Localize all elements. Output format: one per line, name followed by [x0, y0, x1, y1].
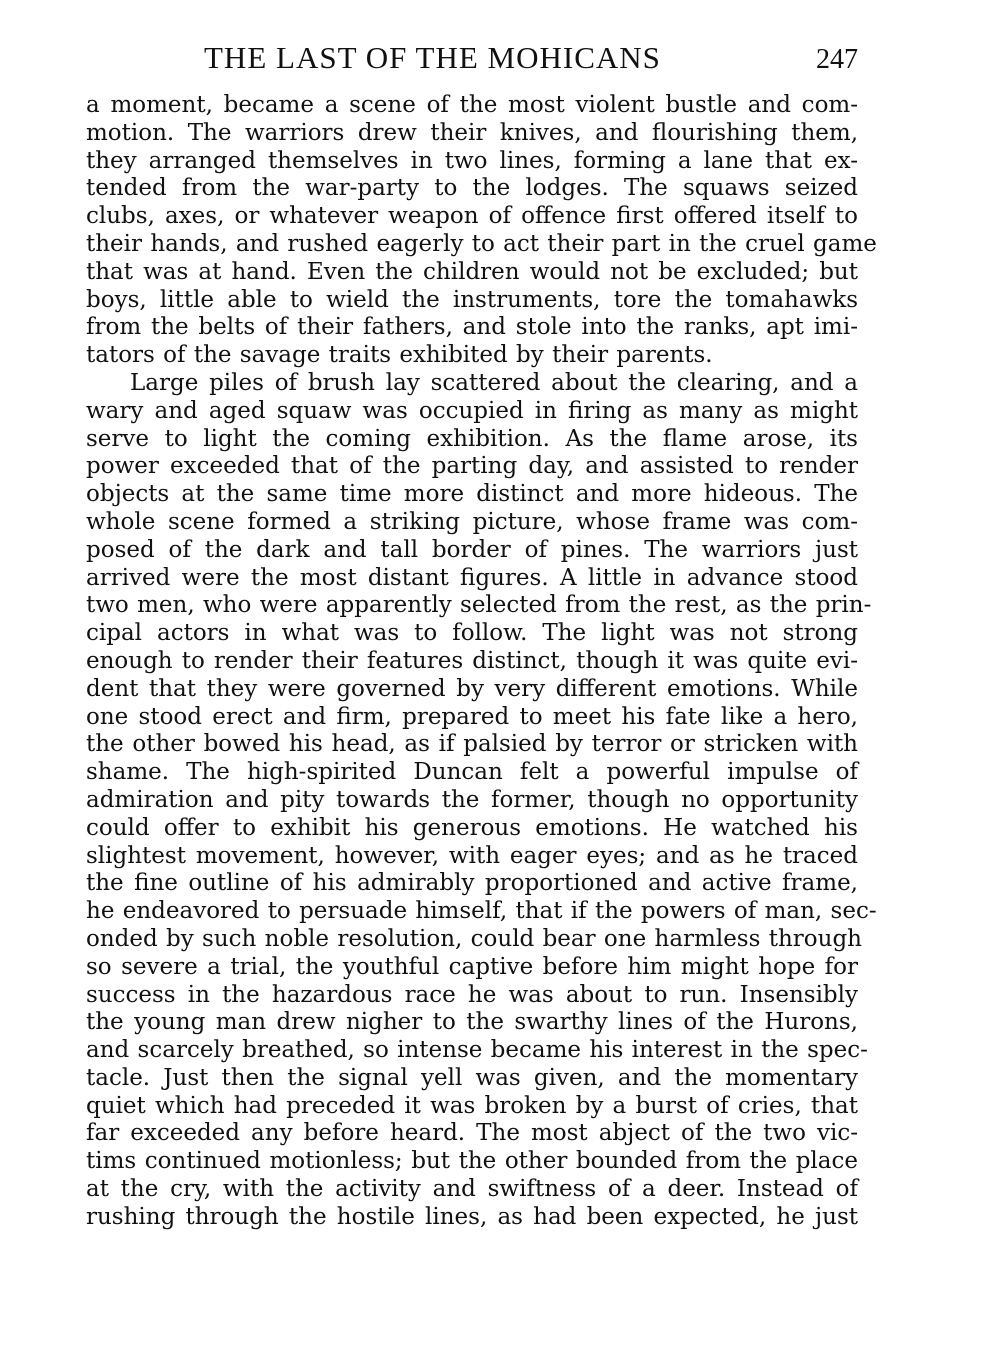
text-line: slightest movement, however, with eager eyes; and as he traced	[86, 842, 858, 869]
text-line: two men, who were apparently selected from the rest, as the prin-	[86, 592, 872, 619]
text-line: that was at hand. Even the children would not be excluded; but	[86, 258, 858, 285]
text-line: their hands, and rushed eagerly to act their part in the cruel game	[86, 230, 877, 257]
text-line: motion. The warriors drew their knives, and flourishing them,	[86, 119, 858, 146]
text-line: rushing through the hostile lines, as had been expected, he just	[86, 1203, 858, 1230]
text-line: a moment, became a scene of the most violent bustle and com-	[86, 92, 858, 118]
text-line: whole scene formed a striking picture, whose frame was com-	[86, 508, 858, 535]
text-line: enough to render their features distinct, though it was quite evi-	[86, 647, 858, 674]
text-line: tims continued motionless; but the other bounded from the place	[86, 1148, 858, 1175]
text-line: tacle. Just then the signal yell was given, and the momentary	[86, 1064, 858, 1091]
text-line: objects at the same time more distinct and more hideous. The	[86, 481, 858, 508]
text-line: and scarcely breathed, so intense became his interest in the spec-	[86, 1037, 868, 1064]
text-line: admiration and pity towards the former, though no opportunity	[86, 786, 858, 813]
text-line: posed of the dark and tall border of pines. The warriors just	[86, 536, 858, 563]
text-line: at the cry, with the activity and swiftness of a deer. Instead of	[86, 1176, 858, 1203]
text-line: he endeavored to persuade himself, that if the powers of man, sec-	[86, 898, 877, 925]
paragraph	[86, 92, 877, 370]
text-line: they arranged themselves in two lines, forming a lane that ex-	[86, 147, 858, 174]
text-line: clubs, axes, or whatever weapon of offence first offered itself to	[86, 203, 858, 230]
text-line: far exceeded any before heard. The most abject of the two vic-	[86, 1120, 858, 1147]
book-page	[86, 40, 877, 1232]
text-line: tended from the war-party to the lodges. The squaws seized	[86, 175, 858, 202]
text-line: power exceeded that of the parting day, and assisted to render	[86, 453, 858, 480]
text-line: the fine outline of his admirably proportioned and active frame,	[86, 870, 858, 897]
text-line: the other bowed his head, as if palsied by terror or stricken with	[86, 731, 858, 758]
body-text	[86, 92, 877, 1232]
text-line: onded by such noble resolution, could bear one harmless through	[86, 925, 862, 952]
text-line: boys, little able to wield the instruments, tore the tomahawks	[86, 286, 858, 313]
text-line: wary and aged squaw was occupied in firing as many as might	[86, 397, 858, 424]
book-title-header: THE LAST OF THE MOHICANS	[204, 40, 661, 75]
text-line: serve to light the coming exhibition. As the flame arose, its	[86, 425, 858, 452]
text-line: one stood erect and firm, prepared to meet his fate like a hero,	[86, 703, 858, 730]
text-line: dent that they were governed by very different emotions. While	[86, 675, 858, 702]
text-line: cipal actors in what was to follow. The light was not strong	[86, 620, 858, 647]
text-line: the young man drew nigher to the swarthy lines of the Hurons,	[86, 1009, 858, 1036]
text-line: so severe a trial, the youthful captive before him might hope for	[86, 953, 858, 980]
text-line: tators of the savage traits exhibited by their parents.	[86, 342, 713, 369]
text-line: from the belts of their fathers, and stole into the ranks, apt imi-	[86, 314, 858, 341]
text-line: arrived were the most distant figures. A little in advance stood	[86, 564, 858, 591]
page-number: 247	[816, 44, 858, 75]
paragraph	[86, 369, 877, 1232]
text-line: Large piles of brush lay scattered about the clearing, and a	[130, 369, 858, 396]
text-line: success in the hazardous race he was about to run. Insensibly	[86, 981, 858, 1008]
running-header	[86, 40, 858, 80]
text-line: quiet which had preceded it was broken by a burst of cries, that	[86, 1092, 858, 1119]
text-line: could offer to exhibit his generous emotions. He watched his	[86, 814, 858, 841]
text-line: shame. The high-spirited Duncan felt a powerful impulse of	[86, 759, 858, 786]
